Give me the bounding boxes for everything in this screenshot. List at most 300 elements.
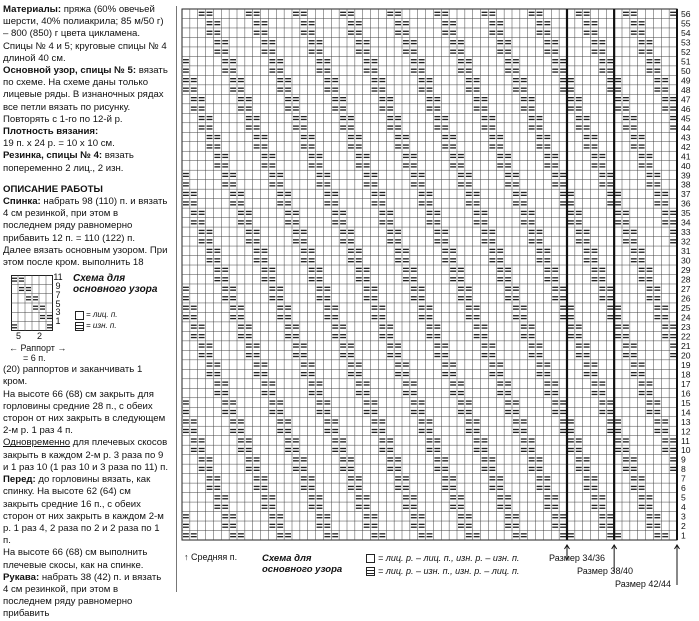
purl-mark: [647, 289, 653, 290]
purl-mark: [246, 451, 252, 452]
mini-row-number: 5: [55, 298, 61, 309]
purl-mark: [293, 334, 299, 335]
purl-mark: [568, 451, 574, 452]
row-number: 31: [681, 246, 691, 257]
purl-mark: [356, 280, 362, 281]
purl-mark: [631, 353, 637, 354]
purl-mark: [544, 40, 550, 41]
purl-mark: [309, 135, 315, 136]
mini-row-number: 1: [55, 316, 61, 327]
purl-mark: [269, 271, 275, 272]
purl-mark: [269, 495, 275, 496]
purl-mark: [183, 410, 189, 411]
purl-mark: [497, 24, 503, 25]
purl-mark: [419, 78, 425, 79]
purl-mark: [207, 375, 213, 376]
purl-mark: [552, 182, 558, 183]
purl-mark: [537, 457, 543, 458]
purl-mark: [631, 486, 637, 487]
purl-mark: [474, 106, 480, 107]
purl-mark: [474, 337, 480, 338]
purl-mark: [466, 308, 472, 309]
purl-mark: [395, 457, 401, 458]
purl-mark: [293, 344, 299, 345]
purl-mark: [568, 419, 574, 420]
purl-mark: [615, 192, 621, 193]
purl-mark: [379, 88, 385, 89]
purl-mark: [631, 470, 637, 471]
purl-mark: [466, 204, 472, 205]
purl-mark: [552, 527, 558, 528]
purl-mark: [387, 438, 393, 439]
purl-mark: [222, 403, 228, 404]
purl-mark: [419, 429, 425, 430]
purl-mark: [592, 498, 598, 499]
purl-mark: [372, 201, 378, 202]
purl-mark: [285, 337, 291, 338]
purl-mark: [317, 287, 323, 288]
purl-mark: [544, 372, 550, 373]
purl-mark: [647, 182, 653, 183]
purl-mark: [560, 90, 566, 91]
purl-mark: [434, 346, 440, 347]
purl-mark: [513, 306, 519, 307]
purl-mark: [434, 327, 440, 328]
purl-mark: [222, 505, 228, 506]
purl-mark: [513, 69, 519, 70]
purl-mark: [309, 157, 315, 158]
purl-mark: [285, 438, 291, 439]
purl-mark: [584, 346, 590, 347]
purl-mark: [324, 69, 330, 70]
purl-mark: [395, 460, 401, 461]
purl-mark: [450, 50, 456, 51]
purl-mark: [419, 287, 425, 288]
purl-mark: [568, 422, 574, 423]
row-number: 9: [681, 454, 686, 465]
purl-mark: [222, 50, 228, 51]
purl-mark: [662, 315, 668, 316]
knit-symbol-icon: [366, 554, 375, 563]
purl-mark: [434, 230, 440, 231]
purl-mark: [254, 239, 260, 240]
purl-mark: [544, 280, 550, 281]
purl-mark: [317, 69, 323, 70]
purl-mark: [434, 438, 440, 439]
purl-mark: [560, 517, 566, 518]
purl-mark: [411, 43, 417, 44]
purl-mark: [505, 410, 511, 411]
purl-mark: [332, 419, 338, 420]
purl-mark: [309, 24, 315, 25]
row-number: 26: [681, 293, 691, 304]
purl-mark: [647, 157, 653, 158]
purl-mark: [332, 211, 338, 212]
purl-mark: [348, 128, 354, 129]
purl-mark: [607, 71, 613, 72]
purl-mark: [458, 43, 464, 44]
purl-mark: [662, 100, 668, 101]
purl-mark: [544, 24, 550, 25]
purl-mark: [199, 14, 205, 15]
purl-mark: [544, 52, 550, 53]
purl-mark: [262, 252, 268, 253]
purl-mark: [552, 296, 558, 297]
purl-mark: [395, 230, 401, 231]
purl-mark: [183, 195, 189, 196]
purl-mark: [199, 346, 205, 347]
row-number: 11: [681, 435, 690, 446]
purl-mark: [411, 299, 417, 300]
purl-mark: [623, 451, 629, 452]
purl-mark: [419, 527, 425, 528]
purl-mark: [568, 308, 574, 309]
purl-mark: [277, 192, 283, 193]
purl-mark: [238, 318, 244, 319]
purl-mark: [434, 97, 440, 98]
purl-mark: [599, 287, 605, 288]
purl-mark: [427, 97, 433, 98]
purl-mark: [474, 88, 480, 89]
purl-mark: [230, 62, 236, 63]
purl-mark: [277, 201, 283, 202]
purl-mark: [537, 356, 543, 357]
purl-mark: [317, 410, 323, 411]
purl-mark: [489, 489, 495, 490]
purl-mark: [615, 109, 621, 110]
purl-mark: [552, 157, 558, 158]
purl-mark: [427, 438, 433, 439]
purl-mark: [442, 147, 448, 148]
purl-mark: [497, 138, 503, 139]
purl-mark: [309, 394, 315, 395]
purl-mark: [631, 21, 637, 22]
purl-mark: [246, 470, 252, 471]
purl-mark: [489, 479, 495, 480]
purl-mark: [411, 50, 417, 51]
purl-mark: [427, 327, 433, 328]
purl-mark: [639, 280, 645, 281]
purl-mark: [324, 90, 330, 91]
purl-mark: [419, 59, 425, 60]
purl-mark: [434, 325, 440, 326]
purl-mark: [670, 233, 676, 234]
purl-mark: [340, 109, 346, 110]
purl-mark: [262, 280, 268, 281]
purl-mark: [474, 195, 480, 196]
purl-mark: [584, 233, 590, 234]
purl-mark: [505, 166, 511, 167]
purl-mark: [458, 505, 464, 506]
purl-mark: [544, 394, 550, 395]
purl-mark: [372, 287, 378, 288]
purl-mark: [372, 308, 378, 309]
purl-mark: [450, 135, 456, 136]
purl-mark: [639, 486, 645, 487]
purl-mark: [489, 252, 495, 253]
purl-mark: [356, 394, 362, 395]
purl-mark: [521, 337, 527, 338]
purl-mark: [254, 344, 260, 345]
purl-mark: [631, 138, 637, 139]
purl-mark: [183, 308, 189, 309]
purl-mark: [537, 242, 543, 243]
purl-mark: [537, 365, 543, 366]
purl-mark: [466, 289, 472, 290]
purl-mark: [442, 233, 448, 234]
purl-mark: [262, 277, 268, 278]
purl-mark: [356, 40, 362, 41]
purl-mark: [489, 372, 495, 373]
purl-mark: [521, 318, 527, 319]
row-number: 29: [681, 265, 691, 276]
purl-mark: [427, 441, 433, 442]
purl-mark: [214, 166, 220, 167]
row-number: 54: [681, 28, 691, 39]
purl-mark: [466, 400, 472, 401]
purl-mark: [623, 223, 629, 224]
purl-mark: [395, 31, 401, 32]
purl-mark: [560, 192, 566, 193]
purl-mark: [269, 527, 275, 528]
purl-mark: [521, 306, 527, 307]
purl-mark: [505, 62, 511, 63]
purl-mark: [309, 375, 315, 376]
purl-mark: [269, 59, 275, 60]
purl-mark: [395, 249, 401, 250]
row-number: 21: [681, 340, 691, 351]
purl-mark: [505, 299, 511, 300]
purl-mark: [230, 422, 236, 423]
purl-mark: [277, 517, 283, 518]
purl-mark: [482, 211, 488, 212]
purl-mark: [442, 14, 448, 15]
purl-mark: [497, 271, 503, 272]
row-number: 48: [681, 84, 691, 95]
purl-mark: [301, 486, 307, 487]
purl-mark: [568, 318, 574, 319]
purl-mark: [442, 138, 448, 139]
purl-mark: [670, 109, 676, 110]
purl-mark: [576, 100, 582, 101]
purl-mark: [442, 230, 448, 231]
purl-mark: [317, 289, 323, 290]
purl-mark: [654, 90, 660, 91]
purl-mark: [529, 334, 535, 335]
purl-mark: [662, 325, 668, 326]
purl-mark: [458, 176, 464, 177]
row-number: 38: [681, 179, 691, 190]
purl-mark: [214, 252, 220, 253]
purl-mark: [317, 154, 323, 155]
purl-mark: [489, 128, 495, 129]
purl-mark: [599, 289, 605, 290]
materials-text: пряжа (60% овечьей шерсти, 40% полиакрила; 85 м/50 г) – 800 (850) г цвета цикламена.: [3, 4, 164, 40]
purl-mark: [214, 163, 220, 164]
purl-mark: [301, 356, 307, 357]
purl-mark: [662, 204, 668, 205]
purl-mark: [607, 204, 613, 205]
purl-mark: [623, 100, 629, 101]
purl-mark: [348, 467, 354, 468]
purl-mark: [262, 498, 268, 499]
purl-mark: [269, 400, 275, 401]
purl-mark: [427, 315, 433, 316]
purl-mark: [317, 296, 323, 297]
purl-mark: [309, 384, 315, 385]
purl-mark: [647, 498, 653, 499]
purl-mark: [238, 204, 244, 205]
purl-mark: [293, 214, 299, 215]
purl-mark: [191, 438, 197, 439]
purl-mark: [419, 432, 425, 433]
purl-mark: [623, 242, 629, 243]
purl-mark: [403, 476, 409, 477]
purl-mark: [364, 394, 370, 395]
purl-mark: [309, 50, 315, 51]
purl-mark: [639, 33, 645, 34]
purl-mark: [372, 296, 378, 297]
purl-mark: [552, 400, 558, 401]
purl-mark: [277, 69, 283, 70]
purl-mark: [285, 100, 291, 101]
purl-mark: [254, 346, 260, 347]
purl-mark: [238, 448, 244, 449]
purl-mark: [631, 119, 637, 120]
purl-mark: [442, 239, 448, 240]
purl-mark: [607, 299, 613, 300]
purl-mark: [450, 138, 456, 139]
purl-mark: [560, 81, 566, 82]
purl-mark: [489, 239, 495, 240]
row-number: 43: [681, 132, 691, 143]
purl-mark: [505, 517, 511, 518]
purl-mark: [544, 147, 550, 148]
purl-mark: [340, 233, 346, 234]
purl-mark: [222, 176, 228, 177]
purl-mark: [372, 517, 378, 518]
purl-mark: [497, 135, 503, 136]
purl-mark: [639, 375, 645, 376]
purl-mark: [246, 106, 252, 107]
purl-mark: [214, 135, 220, 136]
purl-mark: [544, 498, 550, 499]
purl-mark: [615, 214, 621, 215]
purl-mark: [427, 306, 433, 307]
purl-mark: [191, 88, 197, 89]
purl-mark: [246, 353, 252, 354]
purl-mark: [654, 173, 660, 174]
purl-mark: [222, 394, 228, 395]
purl-mark: [317, 508, 323, 509]
purl-mark: [513, 71, 519, 72]
purl-mark: [529, 467, 535, 468]
purl-mark: [293, 109, 299, 110]
purl-mark: [427, 204, 433, 205]
purl-mark: [662, 211, 668, 212]
purl-mark: [615, 223, 621, 224]
purl-mark: [301, 372, 307, 373]
purl-mark: [403, 249, 409, 250]
purl-mark: [356, 268, 362, 269]
purl-mark: [560, 533, 566, 534]
purl-mark: [262, 508, 268, 509]
purl-mark: [387, 116, 393, 117]
purl-mark: [324, 308, 330, 309]
purl-mark: [662, 109, 668, 110]
purl-mark: [442, 362, 448, 363]
purl-mark: [552, 43, 558, 44]
purl-mark: [309, 144, 315, 145]
purl-mark: [427, 318, 433, 319]
purl-mark: [301, 365, 307, 366]
purl-mark: [379, 438, 385, 439]
purl-mark: [568, 88, 574, 89]
purl-mark: [442, 258, 448, 259]
purl-mark: [647, 166, 653, 167]
purl-mark: [568, 438, 574, 439]
purl-mark: [576, 220, 582, 221]
purl-mark: [537, 24, 543, 25]
purl-mark: [670, 448, 676, 449]
purl-mark: [214, 249, 220, 250]
purl-mark: [207, 144, 213, 145]
purl-mark: [521, 220, 527, 221]
purl-mark: [262, 495, 268, 496]
purl-mark: [568, 97, 574, 98]
purl-mark: [607, 419, 613, 420]
purl-mark: [615, 220, 621, 221]
purl-mark: [544, 268, 550, 269]
purl-mark: [332, 192, 338, 193]
purl-mark: [521, 448, 527, 449]
purl-mark: [364, 277, 370, 278]
purl-mark: [560, 176, 566, 177]
purl-mark: [639, 372, 645, 373]
purl-mark: [647, 43, 653, 44]
purl-mark: [293, 337, 299, 338]
purl-mark: [599, 280, 605, 281]
purl-mark: [207, 460, 213, 461]
purl-mark: [552, 413, 558, 414]
purl-mark: [552, 394, 558, 395]
purl-mark: [301, 470, 307, 471]
purl-mark: [191, 78, 197, 79]
purl-mark: [458, 524, 464, 525]
purl-mark: [356, 489, 362, 490]
purl-mark: [419, 419, 425, 420]
purl-mark: [654, 524, 660, 525]
purl-mark: [623, 337, 629, 338]
purl-mark: [309, 261, 315, 262]
purl-mark: [592, 50, 598, 51]
purl-mark: [364, 166, 370, 167]
purl-mark: [254, 362, 260, 363]
purl-mark: [521, 334, 527, 335]
purl-mark: [599, 173, 605, 174]
purl-mark: [654, 318, 660, 319]
purl-mark: [348, 233, 354, 234]
purl-mark: [372, 403, 378, 404]
purl-mark: [607, 527, 613, 528]
purl-mark: [293, 119, 299, 120]
purl-mark: [222, 71, 228, 72]
purl-mark: [529, 109, 535, 110]
purl-mark: [513, 514, 519, 515]
purl-mark: [599, 400, 605, 401]
purl-mark: [246, 448, 252, 449]
purl-mark: [419, 514, 425, 515]
